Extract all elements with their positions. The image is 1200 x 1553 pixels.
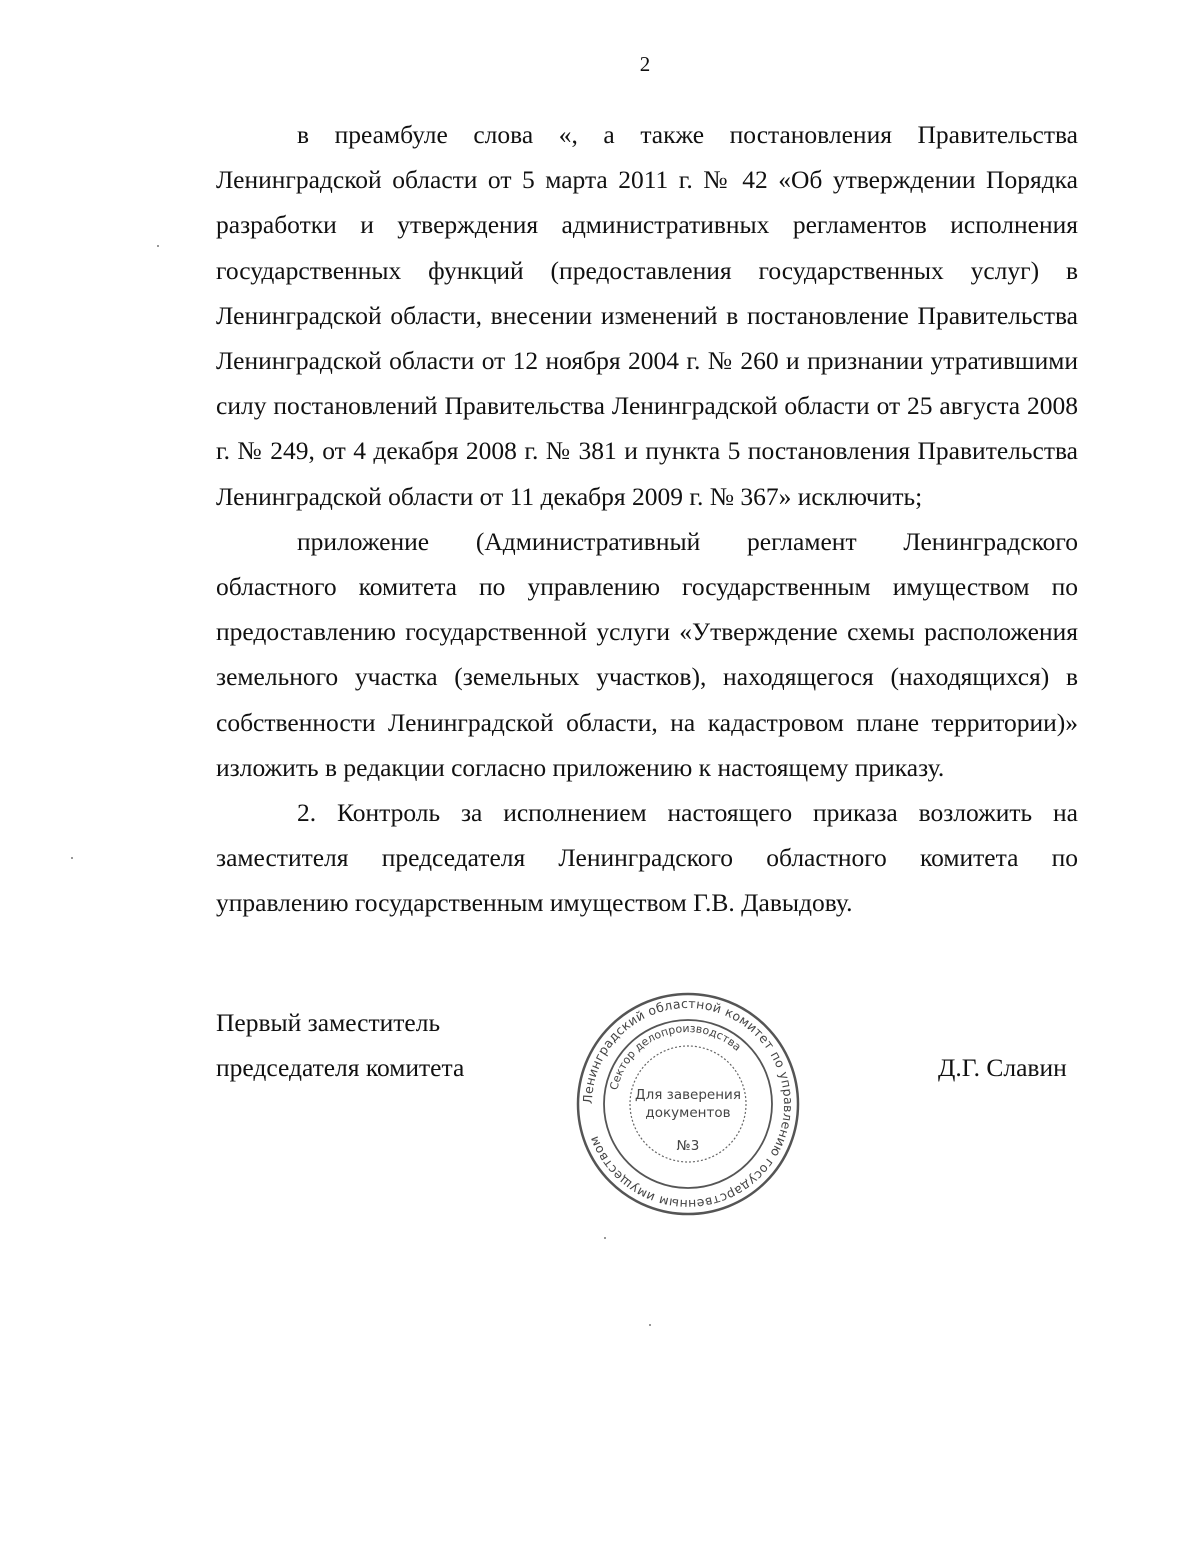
scan-speck (649, 1324, 651, 1326)
official-stamp (574, 990, 802, 1218)
paragraph-preamble: в преамбуле слова «, а также постановления Правительства Ленинградской области от 5 марта 2011 г. № 42 «Об утверждении Порядка разработки и утверждения административных регламентов исполнения государственных функций (предоставления государственных услуг) в Ленинградской области, внесении изменений в постановление Правительства Ленинградской области от 12 ноября 2004 г. № 260 и признании утратившими силу постановлений Правительства Ленинградской области от 25 августа 2008 г. № 249, от 4 декабря 2008 г. № 381 и пункта 5 постановления Правительства Ленинградской области от 11 декабря 2009 г. № 367» исключить; (216, 120, 1078, 511)
paragraph-appendix: приложение (Административный регламент Ленинградского областного комитета по управлению государственным имуществом по предоставлению государственной услуги «Утверждение схемы расположения земельного участка (земельных участков), находящегося (находящихся) в собственности Ленинградской области, на кадастровом плане территории)» изложить в редакции согласно приложению к настоящему приказу. (216, 526, 1078, 782)
signatory-position-line1: Первый заместитель (216, 1008, 441, 1037)
stamp-inner-text: Сектор делопроизводства (607, 1021, 744, 1092)
stamp-middle-ring (604, 1020, 772, 1188)
scan-speck (604, 1237, 606, 1239)
scan-speck (71, 857, 73, 859)
stamp-outer-text: Ленинградский областной комитет по управлению государственным имуществом (579, 995, 797, 1213)
stamp-center-line1: Для заверения (635, 1087, 741, 1103)
paragraph-control: 2. Контроль за исполнением настоящего приказа возложить на заместителя председателя Ленинградского областного комитета по управлению государственным имуществом Г.В. Давыдову. (216, 798, 1078, 918)
signatory-position (216, 1000, 464, 1090)
signatory-position-line2: председателя комитета (216, 1053, 465, 1082)
scan-speck (157, 245, 159, 247)
stamp-number: №3 (676, 1138, 700, 1154)
signatory-name: Д.Г. Славин (938, 1053, 1067, 1082)
stamp-center-line2: документов (645, 1105, 731, 1121)
document-body (216, 112, 1078, 926)
page-number: 2 (639, 52, 651, 76)
